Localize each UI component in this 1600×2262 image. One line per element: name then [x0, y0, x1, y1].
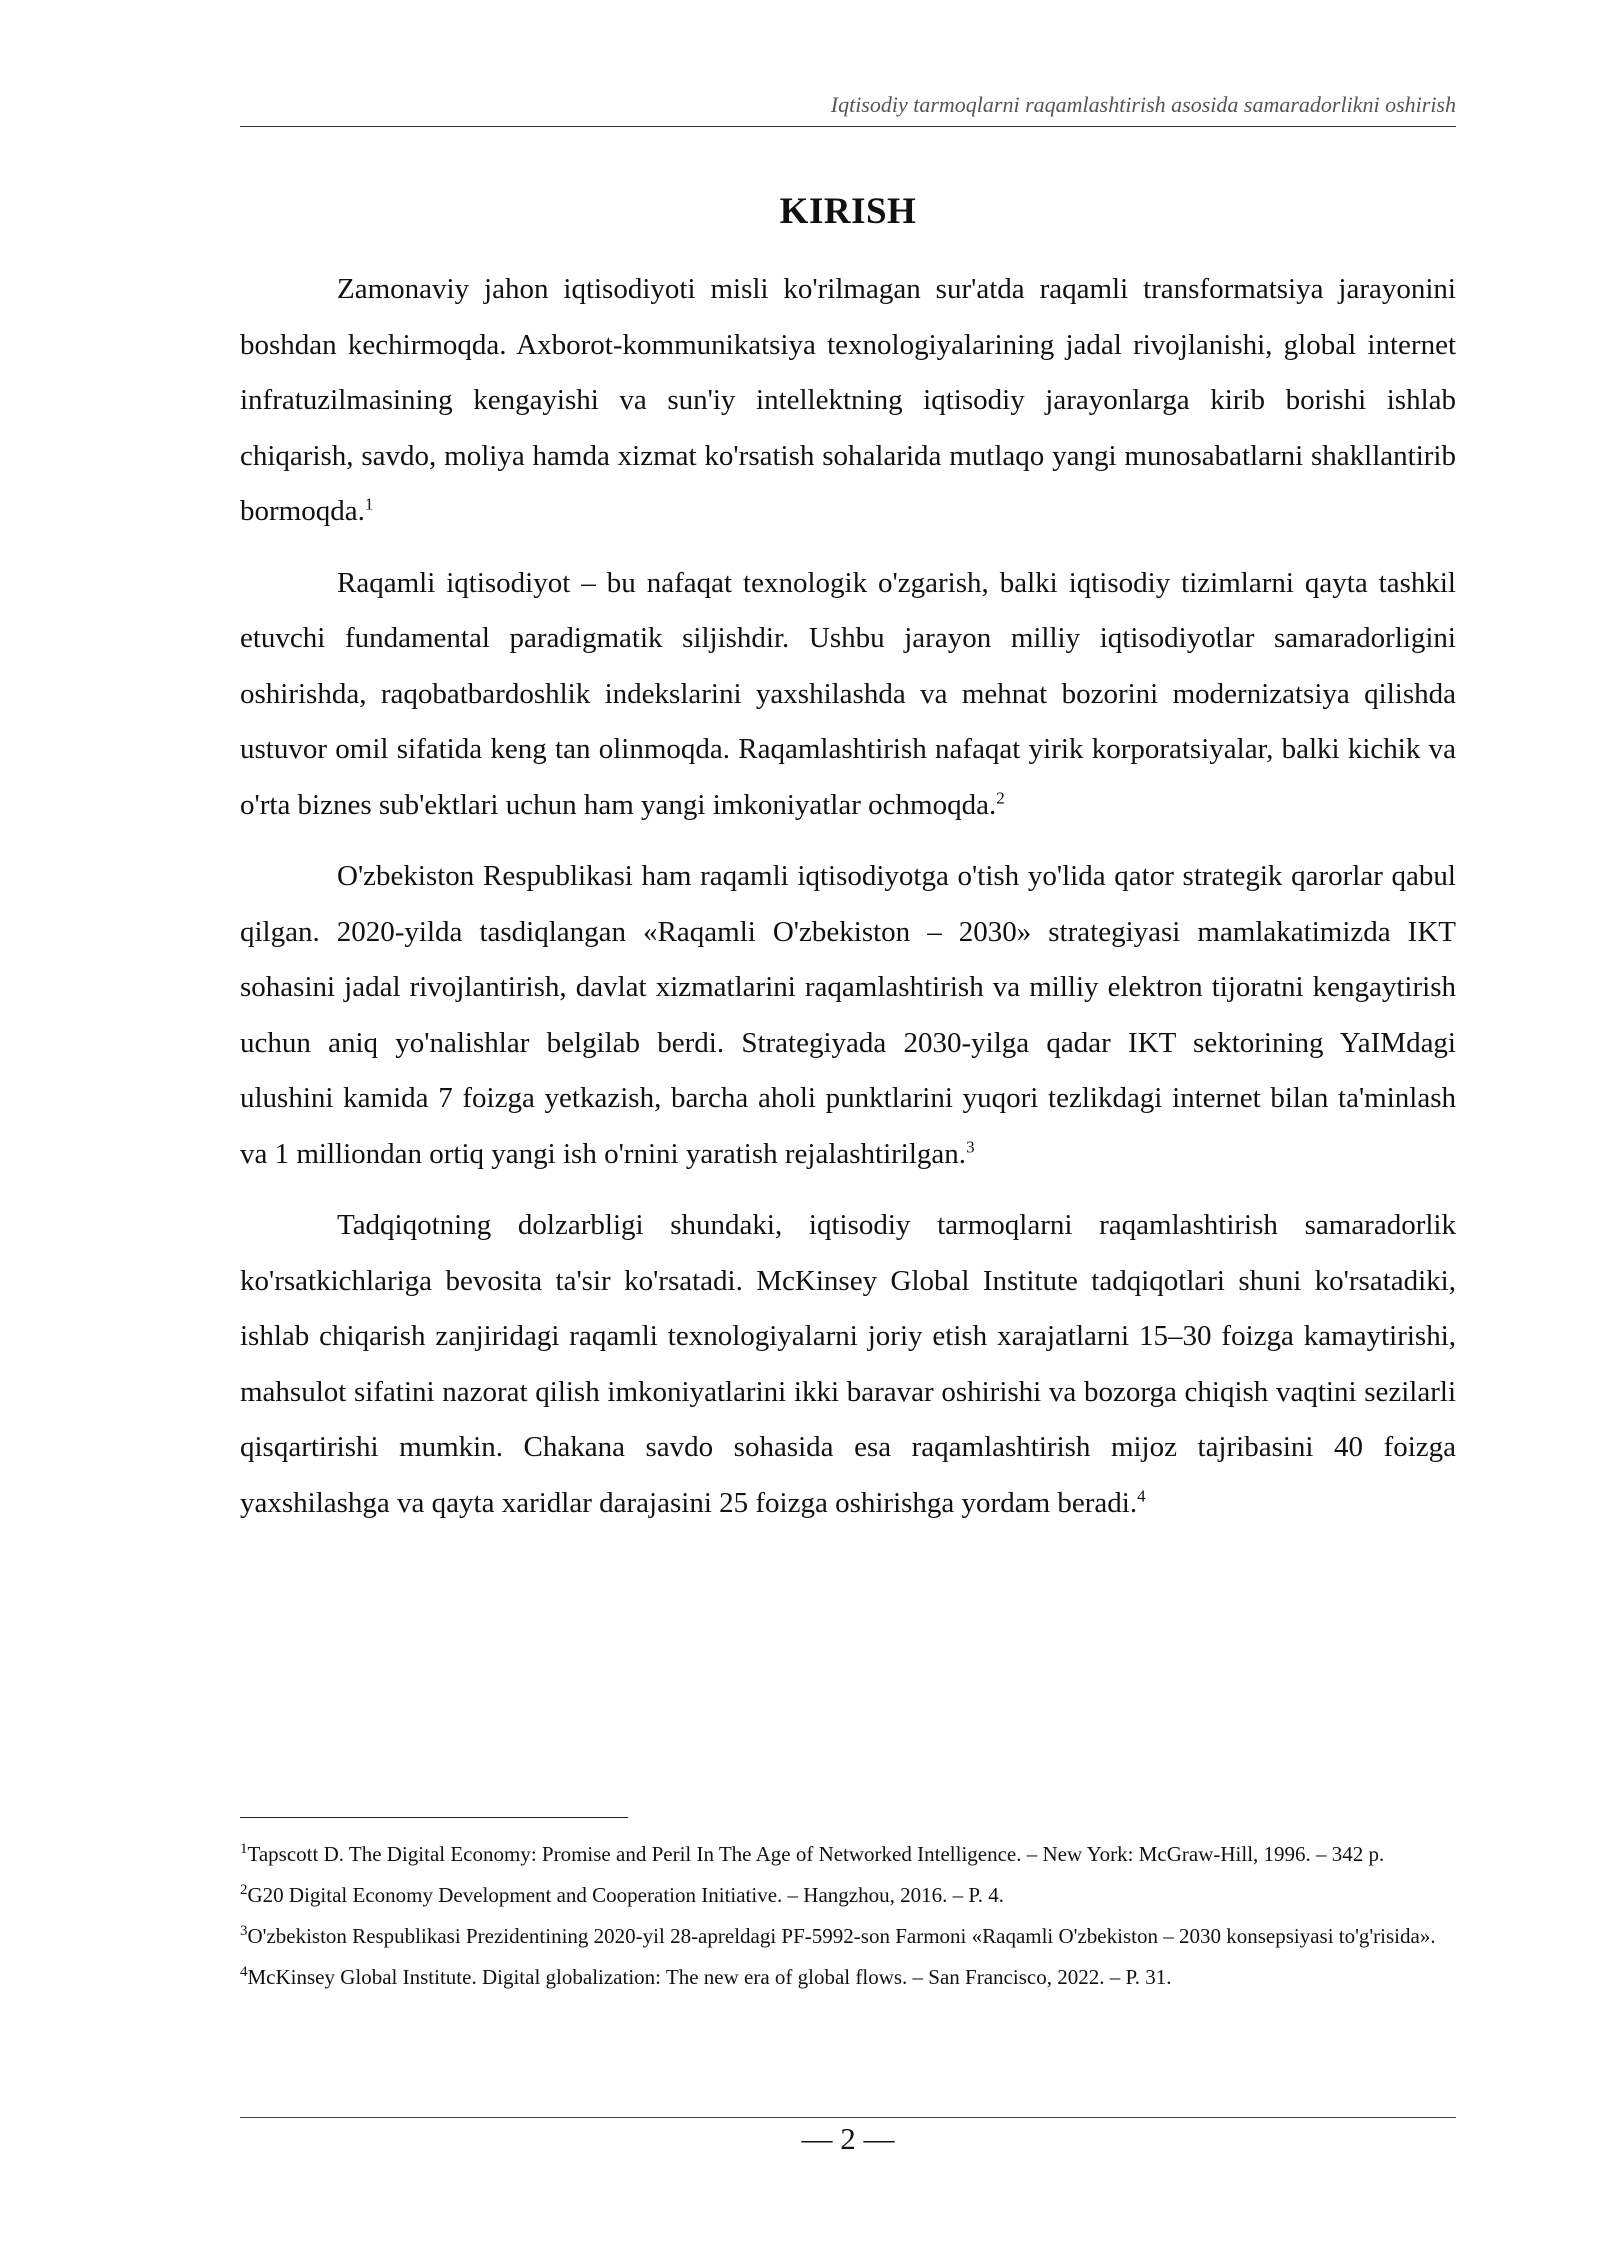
footnote-number: 2 — [240, 1882, 248, 1898]
footnote-number: 3 — [240, 1923, 248, 1939]
footnote — [240, 1840, 1456, 1869]
footnote-ref: 3 — [966, 1136, 975, 1156]
footnote — [240, 1922, 1456, 1951]
paragraph — [240, 262, 1456, 540]
footnote-text: Tapscott D. The Digital Economy: Promise and Peril In The Age of Networked Intelligence. – New York: McGraw-Hill, 1996. – 342 p. — [247, 1842, 1385, 1866]
paragraph — [240, 1198, 1456, 1531]
paragraph-text: Tadqiqotning dolzarbligi shundaki, iqtisodiy tarmoqlarni raqamlashtirish samaradorlik ko'rsatkichlariga bevosita ta'sir ko'rsatadi. McKinsey Global Institute tadqiqotlari shuni ko'rsatadiki, ishlab chiqarish zanjiridagi raqamli texnologiyalarni joriy etish xarajatlarni 15–30 foizga kamaytirishi, mahsulot sifatini nazorat qilish imkoniyatlarini ikki baravar oshirishi va bozorga chiqish vaqtini sezilarli qisqartirishi mumkin. Chakana savdo sohasida esa raqamlashtirish mijoz tajribasini 40 foizga yaxshilashga va qayta xaridlar darajasini 25 foizga oshirishga yordam beradi. — [240, 1209, 1456, 1519]
body-text — [240, 262, 1456, 1547]
footnote-separator — [240, 1817, 628, 1818]
footnote-ref: 1 — [364, 494, 374, 514]
footnote-text: O'zbekiston Respublikasi Prezidentining 2020-yil 28-apreldagi PF-5992-son Farmoni «Raqamli O'zbekiston – 2030 konsepsiyasi to'g'risida». — [247, 1924, 1436, 1948]
footnote-ref: 2 — [996, 787, 1005, 807]
footnote — [240, 1963, 1456, 1992]
footer-divider — [240, 2117, 1456, 2118]
footnote-text: G20 Digital Economy Development and Cooperation Initiative. – Hangzhou, 2016. – P. 4. — [247, 1883, 1004, 1907]
footnote-text: McKinsey Global Institute. Digital globalization: The new era of global flows. – San Francisco, 2022. – P. 31. — [247, 1965, 1172, 1989]
footnote-ref: 4 — [1137, 1485, 1146, 1505]
footnotes — [240, 1840, 1456, 2004]
paragraph — [240, 556, 1456, 834]
paragraph-text: Raqamli iqtisodiyot – bu nafaqat texnologik o'zgarish, balki iqtisodiy tizimlarni qayta tashkil etuvchi fundamental paradigmatik siljishdir. Ushbu jarayon milliy iqtisodiyotlar samaradorligini oshirishda, raqobatbardoshlik indekslarini yaxshilashda va mehnat bozorini modernizatsiya qilishda ustuvor omil sifatida keng tan olinmoqda. Raqamlashtirish nafaqat yirik korporatsiyalar, balki kichik va o'rta biznes sub'ektlari uchun ham yangi imkoniyatlar ochmoqda. — [240, 566, 1456, 821]
footnote-number: 1 — [240, 1841, 248, 1857]
paragraph-text: Zamonaviy jahon iqtisodiyoti misli ko'rilmagan sur'atda raqamli transformatsiya jarayonini boshdan kechirmoqda. Axborot-kommunikatsiya texnologiyalarining jadal rivojlanishi, global internet infratuzilmasining kengayishi va sun'iy intellektning iqtisodiy jarayonlarga kirib borishi ishlab chiqarish, savdo, moliya hamda xizmat ko'rsatish sohalarida mutlaqo yangi munosabatlarni shakllantirib bormoqda. — [240, 273, 1456, 527]
header-divider — [240, 126, 1456, 127]
paragraph — [240, 849, 1456, 1182]
footnote — [240, 1881, 1456, 1910]
paragraph-text: O'zbekiston Respublikasi ham raqamli iqtisodiyotga o'tish yo'lida qator strategik qarorlar qabul qilgan. 2020-yilda tasdiqlangan «Raqamli O'zbekiston – 2030» strategiyasi mamlakatimizda IKT sohasini jadal rivojlantirish, davlat xizmatlarini raqamlashtirish va milliy elektron tijoratni kengaytirish uchun aniq yo'nalishlar belgilab berdi. Strategiyada 2030-yilga qadar IKT sektorining YaIMdagi ulushini kamida 7 foizga yetkazish, barcha aholi punktlarini yuqori tezlikdagi internet bilan ta'minlash va 1 milliondan ortiq yangi ish o'rnini yaratish rejalashtirilgan. — [240, 860, 1456, 1170]
footnote-number: 4 — [240, 1964, 248, 1980]
running-header: Iqtisodiy tarmoqlarni raqamlashtirish asosida samaradorlikni oshirish — [830, 92, 1456, 117]
section-title: KIRISH — [779, 191, 917, 232]
page-number: — 2 — — [801, 2121, 895, 2156]
